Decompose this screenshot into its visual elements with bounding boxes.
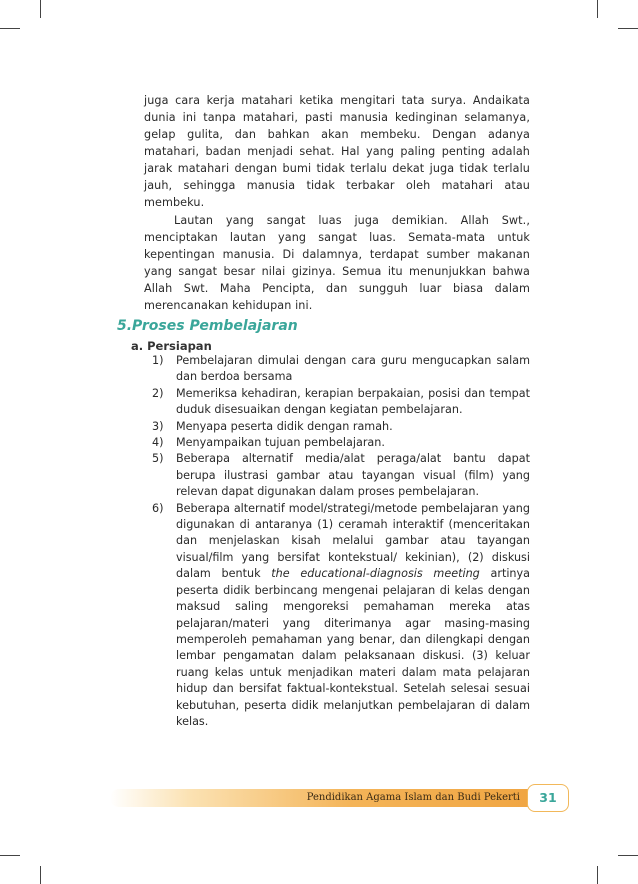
list-item: 4) Menyampaikan tujuan pembelajaran. (152, 436, 385, 450)
list-item: 3) Menyapa peserta didik dengan ramah. (152, 419, 393, 433)
paragraph-lautan: Lautan yang sangat luas juga demikian. Allah Swt., menciptakan lautan yang sangat luas. Semata-mata untuk kepentingan manusia. Di dalamnya, terdapat sumber makanan yang sangat besar nilai gizinya. Semua itu menunjukkan bahwa Allah Swt. Maha Pencipta, dan sungguh luar biasa dalam merencanakan kehidupan ini. (144, 214, 530, 312)
persiapan-list (152, 353, 530, 730)
list-item: 6) Beberapa alternatif model/strategi/metode pembelajaran yang digunakan di antaranya (1) ceramah interaktif (menceritakan dan menjelaskan kisah melalui gambar atau tayangan visual/film yang bersifat kontekstual/ kekinian), (2) diskusi dalam bentuk the educational-diagnosis meeting artinya peserta didik berbincang mengenai pelajaran di kelas dengan maksud saling mengoreksi pemahaman mereka atas pelajaran/materi yang diterimanya agar masing-masing memperoleh pemahaman yang benar, dan dilengkapi dengan lembar pengamatan dalam pelaksanaan diskusi. (3) keluar ruang kelas untuk menjadikan materi dalam mata pelajaran hidup dan bersifat faktual-kontekstual. Setelah selesai sesuai kebutuhan, peserta didik melanjutkan pembelajaran di dalam kelas. (152, 501, 531, 728)
section-heading: 5.Proses Pembelajaran (117, 318, 298, 334)
list-item: 2) Memeriksa kehadiran, kerapian berpakaian, posisi dan tempat duduk disesuaikan dengan kegiatan pembelajaran. (152, 386, 530, 417)
subheading-persiapan: a. Persiapan (131, 339, 212, 353)
paragraph-matahari: juga cara kerja matahari ketika mengitari tata surya. Andaikata dunia ini tanpa matahari, pasti manusia kedinginan selamanya, gelap gulita, dan bahkan akan membeku. Dengan adanya matahari, badan menjadi sehat. Hal yang paling penting adalah jarak matahari dengan bumi tidak terlalu dekat juga tidak terlalu jauh, sehingga manusia tidak terbakar oleh matahari atau membeku. (144, 94, 530, 209)
footer-book-title: Pendidikan Agama Islam dan Budi Pekerti (306, 792, 520, 803)
list-item: 5) Beberapa alternatif media/alat peraga/alat bantu dapat berupa ilustrasi gambar atau tayangan visual (film) yang relevan dapat digunakan dalam proses pembelajaran. (152, 452, 530, 499)
italic-term: the educational-diagnosis meeting (271, 567, 480, 581)
page-number: 31 (527, 784, 569, 812)
list-item: 1) Pembelajaran dimulai dengan cara guru mengucapkan salam dan berdoa bersama (152, 354, 530, 384)
